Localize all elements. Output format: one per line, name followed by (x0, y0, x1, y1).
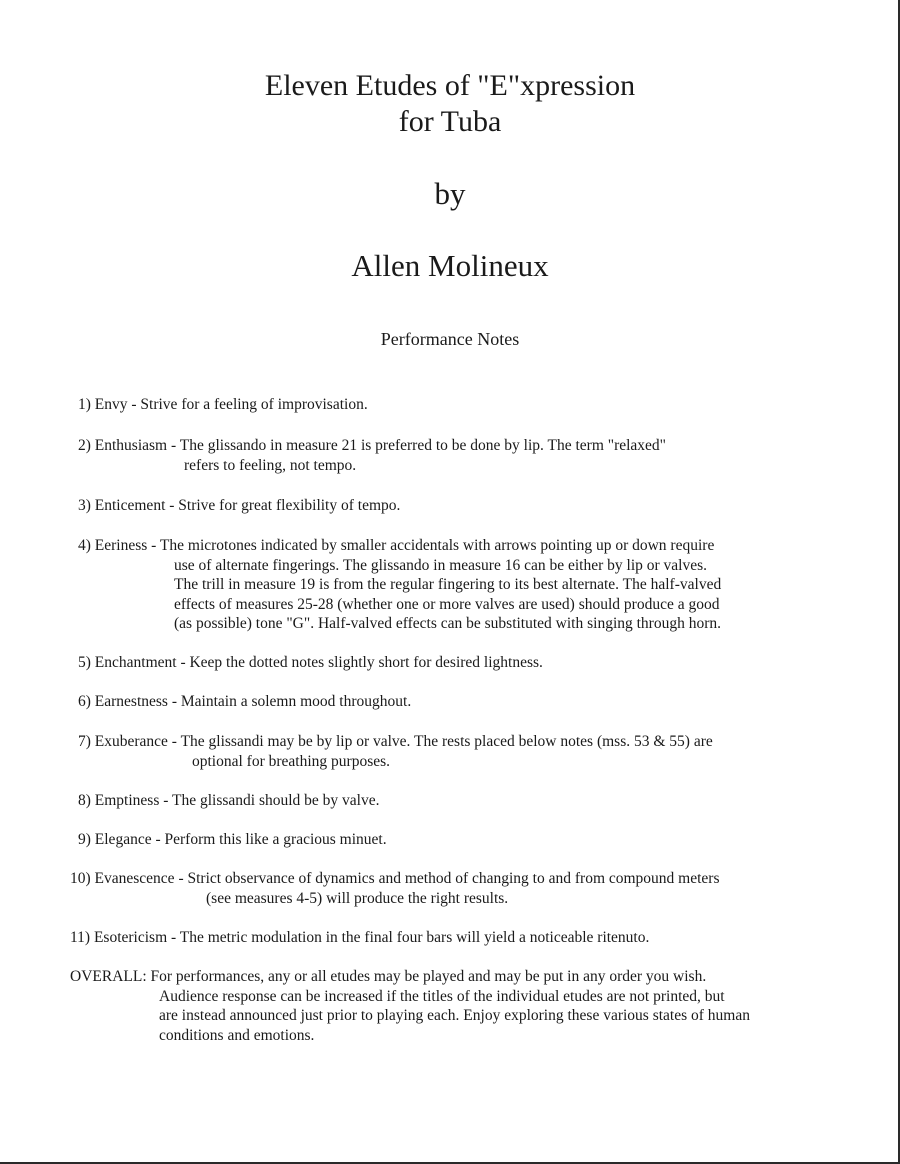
note-4 (78, 536, 721, 634)
performance-notes-heading: Performance Notes (380, 329, 520, 349)
note-overall (70, 967, 750, 1045)
note-11-text: 11) Esotericism - The metric modulation in the final four bars will yield a noticeable ritenuto. (70, 929, 650, 946)
note-7 (78, 732, 713, 771)
note-10 (70, 869, 720, 908)
note-4-continuation: effects of measures 25-28 (whether one or more valves are used) should produce a good (174, 595, 720, 613)
note-1 (78, 395, 368, 415)
note-6 (78, 692, 411, 712)
note-9-text: 9) Elegance - Perform this like a gracious minuet. (78, 831, 387, 848)
note-overall-continuation: Audience response can be increased if the titles of the individual etudes are not printed, but (159, 987, 725, 1005)
note-2 (78, 436, 666, 475)
note-3 (78, 496, 400, 516)
by-line: by (434, 176, 466, 211)
note-2-continuation: refers to feeling, not tempo. (184, 456, 357, 474)
note-8-text: 8) Emptiness - The glissandi should be by valve. (78, 792, 380, 809)
note-9 (78, 830, 387, 850)
note-5 (78, 653, 543, 673)
note-6-text: 6) Earnestness - Maintain a solemn mood throughout. (78, 693, 412, 710)
note-4-text: 4) Eeriness - The microtones indicated by smaller accidentals with arrows pointing up or down require (78, 537, 715, 554)
note-4-continuation: use of alternate fingerings. The glissando in measure 16 can be either by lip or valves. (174, 556, 708, 574)
note-2-text: 2) Enthusiasm - The glissando in measure 21 is preferred to be done by lip. The term "relaxed" (78, 437, 667, 454)
note-4-continuation: The trill in measure 19 is from the regular fingering to its best alternate. The half-valved (174, 576, 722, 593)
title-block (0, 68, 900, 140)
note-overall-text: OVERALL: For performances, any or all etudes may be played and may be put in any order you wish. (70, 968, 707, 985)
note-5-text: 5) Enchantment - Keep the dotted notes slightly short for desired lightness. (78, 654, 543, 671)
note-10-text: 10) Evanescence - Strict observance of dynamics and method of changing to and from compound meters (70, 870, 720, 887)
note-3-text: 3) Enticement - Strive for great flexibility of tempo. (78, 497, 401, 514)
note-overall-continuation: are instead announced just prior to playing each. Enjoy exploring these various states of human (159, 1007, 750, 1024)
note-7-continuation: optional for breathing purposes. (192, 752, 391, 770)
note-10-continuation: (see measures 4-5) will produce the right results. (206, 889, 509, 907)
author-name: Allen Molineux (351, 248, 549, 283)
note-4-continuation: (as possible) tone "G". Half-valved effects can be substituted with singing through horn. (174, 615, 722, 632)
note-1-text: 1) Envy - Strive for a feeling of improvisation. (78, 396, 368, 413)
note-11 (70, 928, 649, 948)
note-overall-continuation: conditions and emotions. (159, 1026, 315, 1044)
title-line-1: Eleven Etudes of "E"xpression (264, 69, 636, 102)
title-line-2: for Tuba (398, 105, 502, 138)
note-8 (78, 791, 380, 811)
note-7-text: 7) Exuberance - The glissandi may be by lip or valve. The rests placed below notes (mss. 53 & 55) are (78, 733, 713, 750)
